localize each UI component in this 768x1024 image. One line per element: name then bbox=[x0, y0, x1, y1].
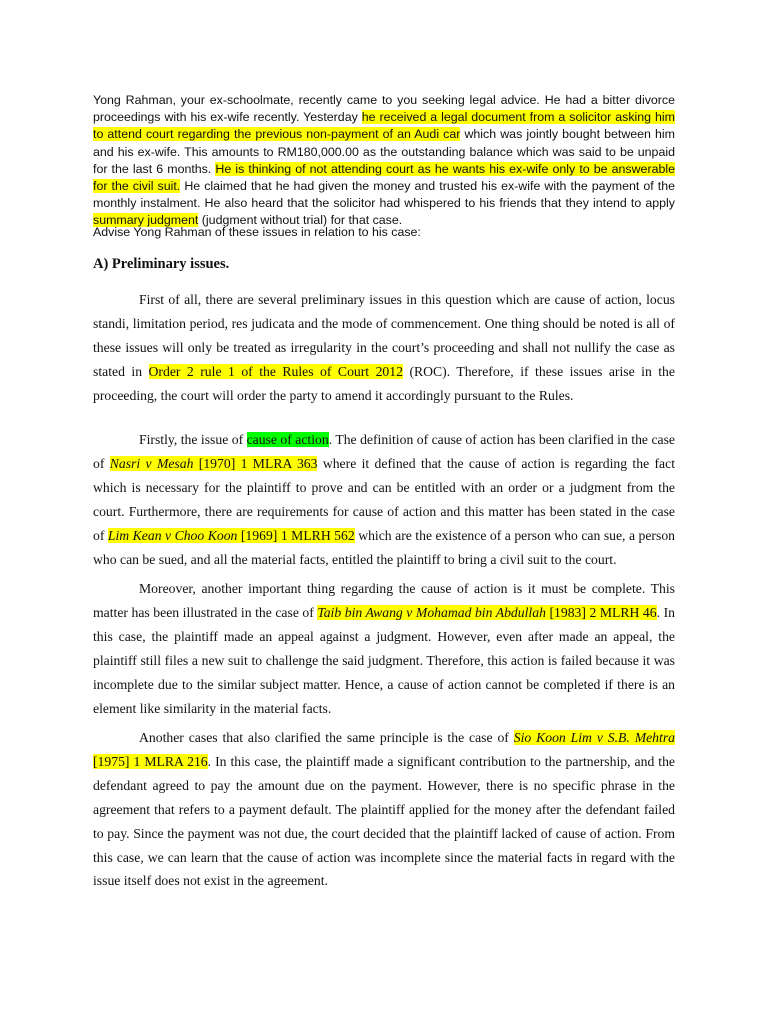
p2-green-highlight: cause of action bbox=[246, 432, 329, 447]
p1-highlight-1: Order 2 rule 1 of the Rules of Court 2012 bbox=[148, 363, 403, 379]
p2-case-name-2: Lim Kean v Choo Koon bbox=[107, 527, 238, 543]
p2-case-name-1: Nasri v Mesah bbox=[109, 455, 194, 471]
p4-text-1: Another cases that also clarified the same principle is the case of bbox=[139, 730, 514, 745]
intro-text-2: which was jointly bought between him and his ex-wife. This amounts to RM180,000.00 as the outstanding balance which was said to be unpaid for the last 6 months. bbox=[93, 127, 675, 176]
p2-text-3: where it defined that the cause of action is regarding the fact which is necessary for the plaintiff to prove and can be entitled with an order or a judgment from the court. Furthermore, there are requirements for cause of action and this matter has been stated in the case of bbox=[93, 455, 675, 543]
paragraph-sio-koon-lim bbox=[93, 726, 675, 893]
paragraph-cause-of-action bbox=[93, 428, 675, 571]
intro-highlight-3: summary judgment bbox=[93, 213, 199, 228]
p1-text-2: (ROC). Therefore, if these issues arise in the proceeding, the court will order the party to amend it accordingly pursuant to the Rules. bbox=[93, 363, 675, 403]
paragraph-complete-cause bbox=[93, 577, 675, 720]
p3-text-1: Moreover, another important thing regarding the cause of action is it must be complete. This matter has been illustrated in the case of bbox=[93, 581, 675, 620]
p3-case-name: Taib bin Awang v Mohamad bin Abdullah bbox=[317, 604, 546, 620]
p4-text-2: . In this case, the plaintiff made a significant contribution to the partnership, and the defendant agreed to pay the amount due on the payment. However, there is no specific phrase in the agreement that refers to a payment default. The plaintiff applied for the money after the defendant failed to pay. Since the payment was not due, the court decided that the plaintiff lacked of cause of action. From this case, we can learn that the cause of action was incomplete since the material facts in regard with the issue itself does not exist in the agreement. bbox=[93, 753, 676, 889]
p2-citation-1: [1970] 1 MLRA 363 bbox=[193, 455, 318, 471]
intro-text-3: He claimed that he had given the money and trusted his ex-wife with the payment of the monthly instalment. He also heard that the solicitor had whispered to his friends that they intend to apply bbox=[93, 179, 675, 211]
p2-text-2: . The definition of cause of action has been clarified in the case of bbox=[93, 432, 675, 471]
intro-paragraph bbox=[93, 92, 675, 230]
p4-case-name: Sio Koon Lim v S.B. Mehtra bbox=[513, 730, 675, 745]
p2-citation-2: [1969] 1 MLRH 562 bbox=[237, 527, 355, 543]
p2-text-1: Firstly, the issue of bbox=[139, 432, 247, 447]
p4-citation: [1975] 1 MLRA 216 bbox=[93, 753, 208, 769]
paragraph-preliminary bbox=[93, 288, 675, 408]
intro-highlight-1: he received a legal document from a solicitor asking him to attend court regarding the previous non-payment of an Audi car bbox=[93, 110, 675, 142]
p1-text-1: First of all, there are several preliminary issues in this question which are cause of action, locus standi, limitation period, res judicata and the mode of commencement. One thing should be noted is all of these issues will only be treated as irregularity in the court’s proceeding and shall not nullify the case as stated in bbox=[93, 292, 675, 379]
intro-text-4: (judgment without trial) for that case. bbox=[198, 213, 403, 228]
p3-text-2: . In this case, the plaintiff made an appeal against a judgment. However, even after made an appeal, the plaintiff still files a new suit to challenge the said judgment. Therefore, this action is failed because it was incomplete due to the similar subject matter. Hence, a cause of action cannot be completed if there is an element like similarity in the material facts. bbox=[93, 604, 675, 716]
intro-text-1: Yong Rahman, your ex-schoolmate, recently came to you seeking legal advice. He had a bitter divorce proceedings with his ex-wife recently. Yesterday bbox=[93, 93, 675, 125]
section-heading: A) Preliminary issues. bbox=[93, 256, 230, 272]
advise-line: Advise Yong Rahman of these issues in relation to his case: bbox=[93, 225, 421, 239]
intro-highlight-2: He is thinking of not attending court as he wants his ex-wife only to be answerable for the civil suit. bbox=[93, 161, 675, 194]
p2-text-4: which are the existence of a person who can sue, a person who can be sued, and all the material facts, entitled the plaintiff to bring a civil suit to the court. bbox=[93, 527, 676, 567]
p3-citation: [1983] 2 MLRH 46 bbox=[545, 604, 657, 620]
